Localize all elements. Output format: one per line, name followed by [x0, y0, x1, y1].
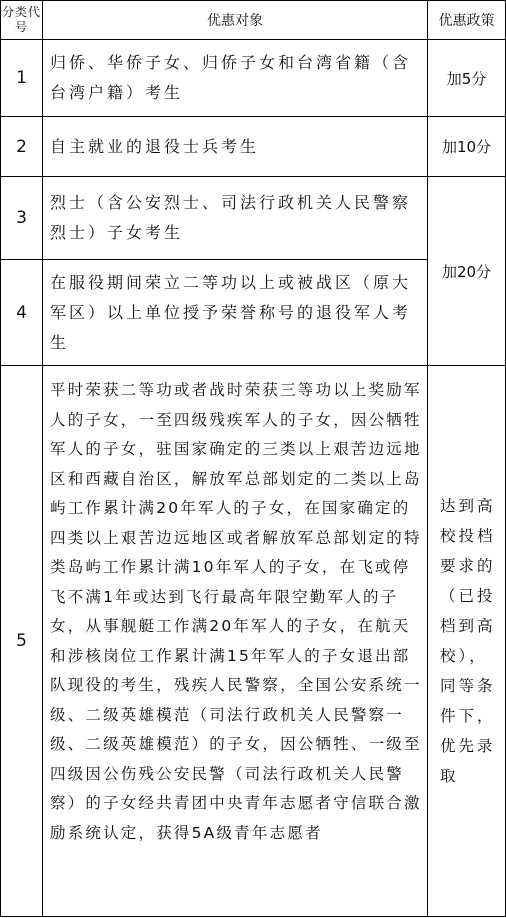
row-code: 2: [1, 117, 43, 177]
row-code: 5: [1, 366, 43, 917]
row-code: 4: [1, 260, 43, 366]
row-object: 平时荣获二等功或者战时荣获三等功以上奖励军人的子女，一至四级残疾军人的子女，因公牺牲军人的子女，驻国家确定的三类以上艰苦边远地区和西藏自治区，解放军总部划定的二类以上岛屿工作累计满20年军人的子女，在国家确定的四类以上艰苦边远地区或者解放军总部划定的特类岛屿工作累计满10年军人的子女，在飞或停飞不满1年或达到飞行最高年限空勤军人的子女，从事舰艇工作满20年军人的子女，在航天和涉核岗位工作累计满15年军人的子女退出部队现役的考生，残疾人民警察，全国公安系统一级、二级英雄模范（司法行政机关人民警察一级、二级英雄模范）的子女，因公牺牲、一级至四级因公伤残公安民警（司法行政机关人民警察）的子女经共青团中央青年志愿者守信联合激励系统认定，获得5A级青年志愿者: [43, 366, 428, 917]
row-object: 自主就业的退役士兵考生: [43, 117, 428, 177]
header-category-code: 分类代号: [1, 1, 43, 40]
row-policy: 加10分: [428, 117, 506, 177]
table-row: [1, 366, 506, 917]
table-row: [1, 177, 506, 260]
row-policy-merged: 加20分: [428, 177, 506, 366]
row-object: 归侨、华侨子女、归侨子女和台湾省籍（含台湾户籍）考生: [43, 40, 428, 117]
table-row: [1, 40, 506, 117]
header-preferential-policy: 优惠政策: [428, 1, 506, 40]
table-header-row: [1, 1, 506, 40]
row-code: 3: [1, 177, 43, 260]
row-code: 1: [1, 40, 43, 117]
table-row: [1, 117, 506, 177]
row-policy: 达到高校投档要求的（已投档到高校），同等条件下，优先录取: [428, 366, 506, 917]
row-object: 在服役期间荣立二等功以上或被战区（原大军区）以上单位授予荣誉称号的退役军人考生: [43, 260, 428, 366]
header-preferential-object: 优惠对象: [43, 1, 428, 40]
row-policy: 加5分: [428, 40, 506, 117]
row-object: 烈士（含公安烈士、司法行政机关人民警察烈士）子女考生: [43, 177, 428, 260]
